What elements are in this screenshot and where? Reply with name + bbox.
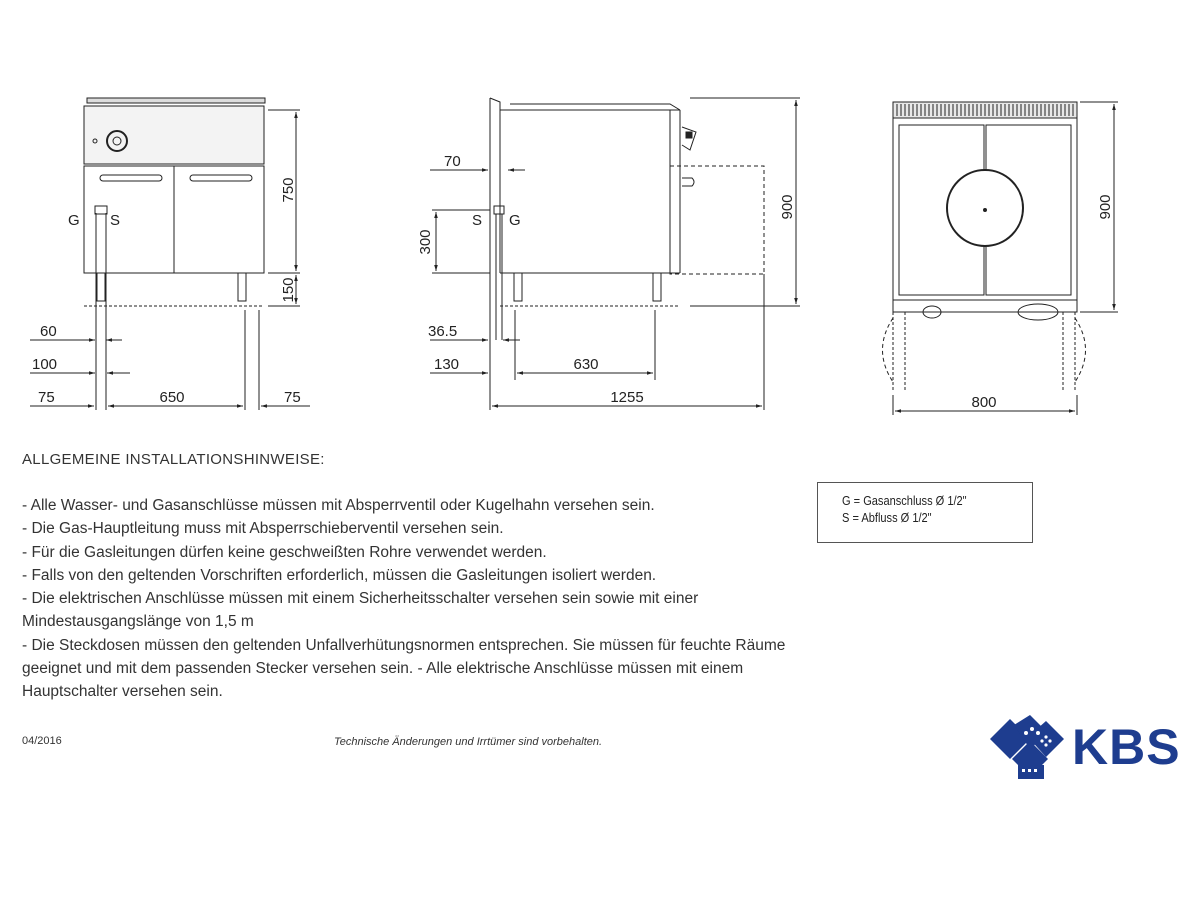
dim-side-900: 900 <box>779 194 796 220</box>
dim-front-750: 750 <box>280 177 297 203</box>
dim-side-630: 630 <box>573 356 599 373</box>
document-date: 04/2016 <box>22 735 62 747</box>
installation-heading: ALLGEMEINE INSTALLATIONSHINWEISE: <box>22 451 325 468</box>
dim-top-800: 800 <box>971 394 997 411</box>
installation-notes <box>22 494 922 704</box>
dim-top-900: 900 <box>1097 194 1114 220</box>
front-view-text <box>32 177 301 406</box>
note-line: Mindestausgangslänge von 1,5 m <box>22 613 254 631</box>
front-gas-label: G <box>68 212 80 229</box>
dim-front-100: 100 <box>32 356 58 373</box>
note-line: - Die elektrischen Anschlüsse müssen mit einem Sicherheitsschalter versehen sein sowie mit einer <box>22 590 699 608</box>
legend-gas: G = Gasanschluss Ø 1/2" <box>842 493 967 508</box>
technical-drawings <box>0 0 1200 440</box>
side-view-text <box>417 153 796 406</box>
dim-side-130: 130 <box>434 356 460 373</box>
dim-front-60: 60 <box>40 323 57 340</box>
dim-front-650: 650 <box>159 389 185 406</box>
dim-side-300: 300 <box>417 229 434 255</box>
front-drain-label: S <box>110 212 121 229</box>
disclaimer-text: Technische Änderungen und Irrtümer sind vorbehalten. <box>334 736 603 748</box>
dim-front-75-right: 75 <box>284 389 301 406</box>
side-drain-label: S <box>472 212 483 229</box>
side-gas-label: G <box>509 212 521 229</box>
front-view <box>30 98 310 410</box>
note-line: - Falls von den geltenden Vorschriften erforderlich, müssen die Gasleitungen isoliert werden. <box>22 566 657 584</box>
note-line: - Die Gas-Hauptleitung muss mit Absperrschieberventil versehen sein. <box>22 520 504 538</box>
connection-legend <box>817 482 1033 543</box>
dim-side-70: 70 <box>444 153 461 170</box>
dim-front-75-left: 75 <box>38 389 55 406</box>
side-view <box>430 98 800 410</box>
note-line: Hauptschalter versehen sein. <box>22 683 223 701</box>
dim-side-1255: 1255 <box>610 389 644 406</box>
note-line: geeignet und mit dem passenden Stecker versehen sein. - Alle elektrische Anschlüsse müssen mit einem <box>22 660 744 678</box>
dim-front-150: 150 <box>280 277 297 303</box>
note-line: - Alle Wasser- und Gasanschlüsse müssen mit Absperrventil oder Kugelhahn versehen sein. <box>22 497 655 514</box>
top-view <box>883 102 1119 415</box>
note-line: - Für die Gasleitungen dürfen keine geschweißten Rohre verwendet werden. <box>22 543 547 561</box>
dim-side-36-5: 36.5 <box>428 323 458 340</box>
note-line: - Die Steckdosen müssen den geltenden Unfallverhütungsnormen entsprechen. Sie müssen für feuchte Räume <box>22 636 786 654</box>
logo-wordmark: KBS <box>1072 719 1181 775</box>
legend-drain: S = Abfluss Ø 1/2" <box>842 510 932 525</box>
